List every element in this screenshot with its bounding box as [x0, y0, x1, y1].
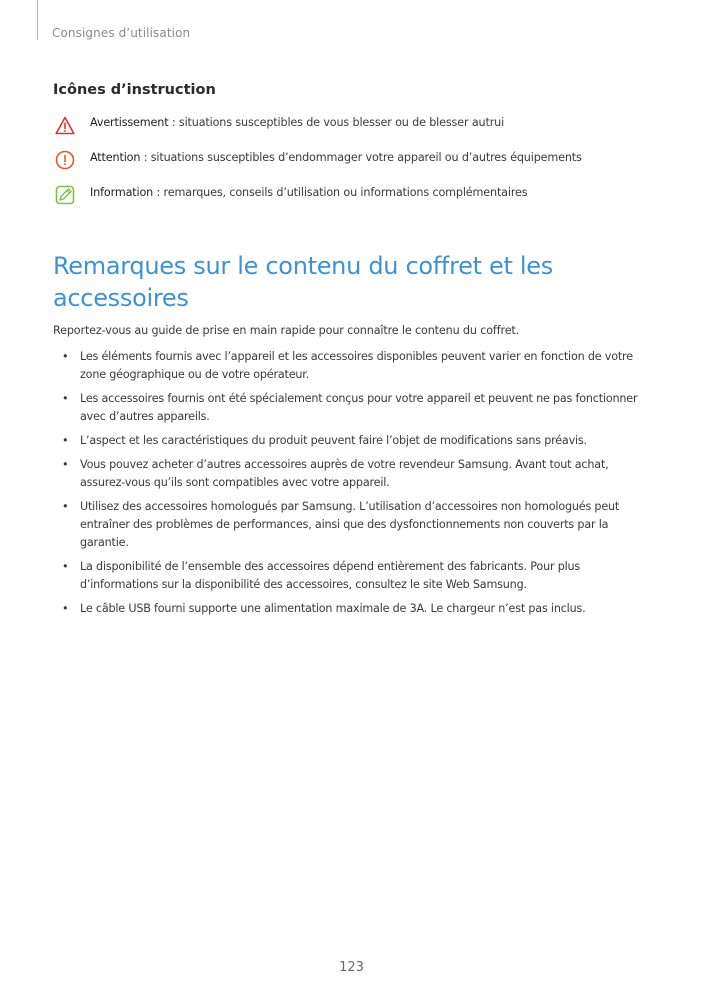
icon-legend-warning: [54, 114, 505, 136]
icon-legend-text: [90, 151, 582, 164]
intro-paragraph: Reportez-vous au guide de prise en main rapide pour connaître le contenu du coffret.: [53, 324, 520, 337]
legend-term: Avertissement: [90, 116, 169, 129]
list-item: • L’aspect et les caractéristiques du produit peuvent faire l’objet de modifications sans préavis.: [53, 432, 653, 450]
list-item: • Utilisez des accessoires homologués par Samsung. L’utilisation d’accessoires non homologués peut entraîner des problèmes de performances, ainsi que des dysfonctionnements non couverts par la garantie.: [53, 498, 653, 552]
margin-rule: [37, 0, 38, 40]
note-pencil-icon: [54, 184, 76, 206]
icon-legend-information: [54, 184, 528, 206]
icon-legend-caution: [54, 149, 582, 171]
legend-term: Attention: [90, 151, 141, 164]
warning-triangle-icon: [54, 114, 76, 136]
list-item: • Les accessoires fournis ont été spécialement conçus pour votre appareil et peuvent ne pas fonctionner avec d’autres appareils.: [53, 390, 653, 426]
icon-legend-text: [90, 186, 527, 199]
caution-exclamation-icon: [54, 149, 76, 171]
legend-description: : situations susceptibles de vous blesser ou de blesser autrui: [168, 116, 505, 129]
list-item: • Les éléments fournis avec l’appareil et les accessoires disponibles peuvent varier en fonction de votre zone géographique ou de votre opérateur.: [53, 348, 653, 384]
list-item: • Le câble USB fourni supporte une alimentation maximale de 3A. Le chargeur n’est pas inclus.: [53, 600, 653, 618]
legend-description: : situations susceptibles d’endommager votre appareil ou d’autres équipements: [140, 151, 582, 164]
page-number: 123: [339, 960, 364, 975]
list-item: • Vous pouvez acheter d’autres accessoires auprès de votre revendeur Samsung. Avant tout achat, assurez-vous qu’ils sont compatibles avec votre appareil.: [53, 456, 653, 492]
section-title: Icônes d’instruction: [53, 82, 216, 98]
page-title: Remarques sur le contenu du coffret et les accessoires: [53, 252, 553, 312]
legend-description: : remarques, conseils d’utilisation ou informations complémentaires: [153, 186, 528, 199]
running-head: Consignes d’utilisation: [52, 26, 191, 40]
list-item: • La disponibilité de l’ensemble des accessoires dépend entièrement des fabricants. Pour plus d’informations sur la disponibilité des accessoires, consultez le site Web Samsung.: [53, 558, 653, 594]
icon-legend-text: [90, 116, 504, 129]
legend-term: Information: [90, 186, 154, 199]
accessories-notes-list: [53, 348, 653, 624]
